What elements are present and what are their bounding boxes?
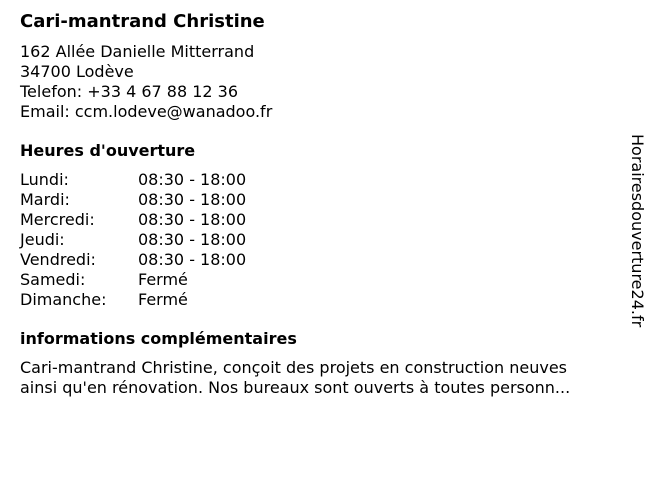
hours-day-label: Mardi: bbox=[20, 190, 70, 209]
hours-day-label: Dimanche: bbox=[20, 290, 107, 309]
address-line-2: 34700 Lodève bbox=[20, 62, 134, 81]
business-card bbox=[20, 10, 610, 398]
hours-value: 08:30 - 18:00 bbox=[138, 190, 247, 209]
additional-info-heading: informations complémentaires bbox=[20, 329, 297, 348]
additional-info-text bbox=[20, 358, 610, 398]
phone-number[interactable]: Telefon: +33 4 67 88 12 36 bbox=[20, 82, 239, 101]
opening-hours-heading: Heures d'ouverture bbox=[20, 141, 196, 160]
hours-value: Fermé bbox=[138, 290, 188, 309]
additional-info-line-1: Cari-mantrand Christine, conçoit des projets en construction neuves bbox=[20, 358, 568, 377]
hours-row-tuesday bbox=[20, 190, 610, 210]
hours-value: 08:30 - 18:00 bbox=[138, 210, 247, 229]
address-line-1: 162 Allée Danielle Mitterrand bbox=[20, 42, 255, 61]
additional-info-line-2: ainsi qu'en rénovation. Nos bureaux sont ouverts à toutes personn... bbox=[20, 378, 571, 397]
hours-value: 08:30 - 18:00 bbox=[138, 170, 247, 189]
hours-row-thursday bbox=[20, 230, 610, 250]
hours-day-label: Lundi: bbox=[20, 170, 69, 189]
hours-row-monday bbox=[20, 170, 610, 190]
hours-row-sunday bbox=[20, 290, 610, 310]
hours-row-wednesday bbox=[20, 210, 610, 230]
hours-day-label: Samedi: bbox=[20, 270, 86, 289]
site-watermark-text: Horairesdouverture24.fr bbox=[628, 134, 647, 328]
hours-day-label: Jeudi: bbox=[20, 230, 65, 249]
hours-day-label: Vendredi: bbox=[20, 250, 96, 269]
business-name: Cari-mantrand Christine bbox=[20, 11, 265, 32]
email-address[interactable]: Email: ccm.lodeve@wanadoo.fr bbox=[20, 102, 273, 121]
site-watermark bbox=[626, 134, 648, 346]
hours-row-saturday bbox=[20, 270, 610, 290]
hours-value: Fermé bbox=[138, 270, 188, 289]
hours-value: 08:30 - 18:00 bbox=[138, 230, 247, 249]
hours-day-label: Mercredi: bbox=[20, 210, 95, 229]
contact-block bbox=[20, 42, 610, 122]
opening-hours-table bbox=[20, 170, 610, 310]
hours-row-friday bbox=[20, 250, 610, 270]
hours-value: 08:30 - 18:00 bbox=[138, 250, 247, 269]
